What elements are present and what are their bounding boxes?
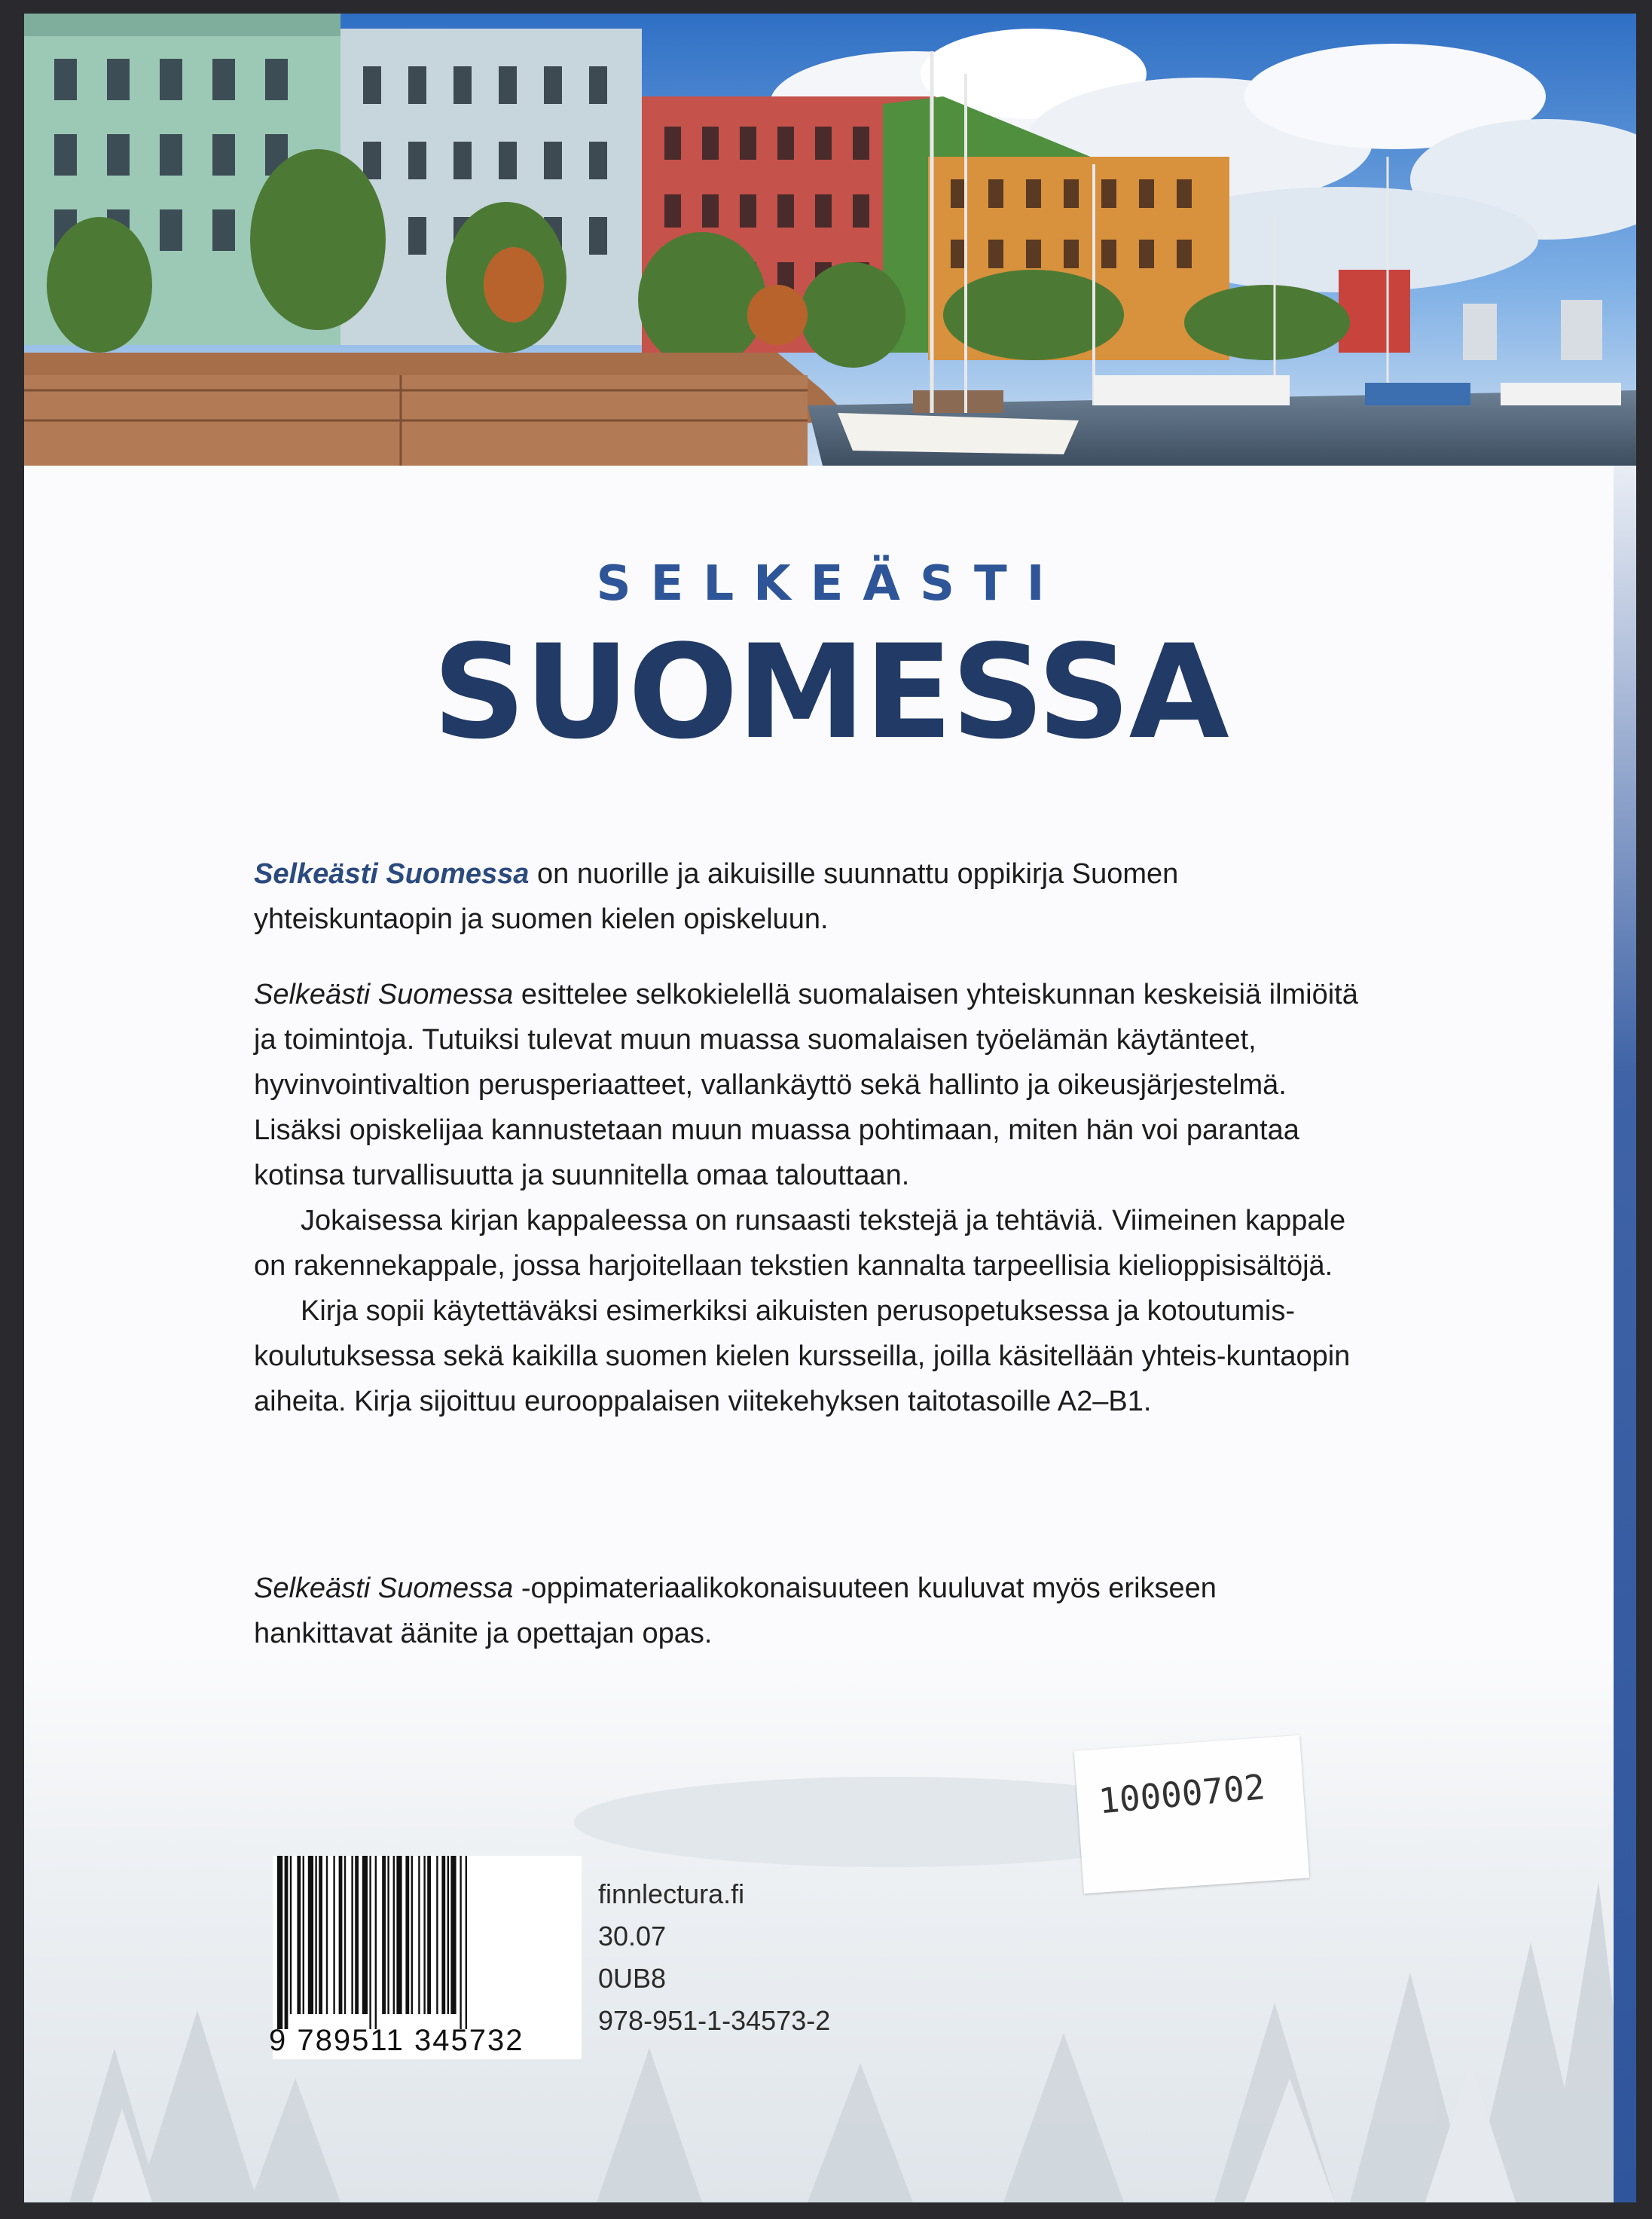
barcode-bar <box>441 1856 445 2014</box>
barcode-bar <box>423 1856 425 2014</box>
barcode-bar <box>303 1856 304 2014</box>
description-paragraph-3: Jokaisessa kirjan kappaleessa on runsaasti tekstejä ja tehtäviä. Viimeinen kappale on rakennekappale, jossa harjoitellaan tekstien kannalta tarpeellisia kielioppisisältöjä. <box>254 1205 1346 1282</box>
snowy-forest-image <box>24 1656 1636 2202</box>
barcode-bar <box>387 1856 389 2014</box>
sticker-number: 10000702 <box>1097 1766 1267 1822</box>
barcode-bar <box>466 1856 467 2029</box>
book-back-cover <box>24 14 1636 2202</box>
barcode-bar <box>290 1856 292 2014</box>
series-label: SELKEÄSTI <box>596 556 1064 612</box>
barcode-bar <box>418 1856 420 2014</box>
library-sticker <box>1074 1735 1310 1893</box>
barcode-bar <box>382 1856 386 2014</box>
barcode-bar <box>460 1856 461 2029</box>
barcode-bar <box>450 1856 456 2014</box>
paragraph-text: on nuorille ja aikuisille suunnattu oppikirja Suomen yhteiskuntaopin ja suomen kielen opiskeluun. <box>254 858 1179 935</box>
barcode-bar <box>333 1856 334 2014</box>
barcode-bar <box>369 1856 371 2029</box>
paragraph-text: esittelee selkokielellä suomalaisen yhteiskunnan keskeisiä ilmiöitä ja toimintoja. Tutuiksi tulevat muun muassa suomalaisen työelämän käytänteet, hyvinvointivaltion perusperiaatteet, vallankäyttö sekä hallinto ja oikeusjärjestelmä. Lisäksi opiskelijaa kannustetaan muun muassa pohtimaan, miten hän voi parantaa kotinsa turvallisuutta ja suunnitella omaa talouttaan. <box>254 979 1358 1191</box>
barcode-bar <box>308 1856 313 2014</box>
paragraph-text: -oppimateriaalikokonaisuuteen kuuluvat myös erikseen hankittavat äänite ja opettajan opas. <box>254 1573 1217 1649</box>
barcode-bar <box>362 1856 368 2014</box>
barcode-bar <box>351 1856 353 2014</box>
barcode-bar <box>393 1856 395 2014</box>
barcode-bar <box>319 1856 322 2014</box>
barcode-bar <box>436 1856 438 2014</box>
barcode-bar <box>277 1856 282 2029</box>
barcode-digits: 9 789511 345732 <box>269 2024 524 2057</box>
barcode-bar <box>396 1856 402 2014</box>
classification-code: 30.07 <box>598 1921 667 1952</box>
description-paragraph-1 <box>254 851 1361 942</box>
barcode-bar <box>447 1856 449 2014</box>
publisher-website: finnlectura.fi <box>598 1878 745 1909</box>
book-name-emphasis: Selkeästi Suomessa <box>254 858 530 890</box>
product-code: 0UB8 <box>598 1963 667 1994</box>
book-title: SUOMESSA <box>432 616 1228 768</box>
barcode-bar <box>339 1856 343 2014</box>
isbn-number: 978-951-1-34573-2 <box>598 2005 831 2036</box>
barcode-bar <box>285 1856 289 2029</box>
barcode-bar <box>375 1856 377 2029</box>
description-paragraph-5 <box>254 1566 1361 1656</box>
barcode-bar <box>315 1856 316 2014</box>
helsinki-harbor-photo <box>24 14 1636 466</box>
barcode-bar <box>326 1856 328 2014</box>
description-paragraph-2 <box>254 972 1361 1424</box>
barcode-bar <box>297 1856 301 2014</box>
barcode-bar <box>355 1856 359 2014</box>
book-name-emphasis: Selkeästi Suomessa <box>254 1573 514 1604</box>
barcode-bar <box>427 1856 431 2014</box>
book-name-emphasis: Selkeästi Suomessa <box>254 979 514 1010</box>
barcode-bar <box>344 1856 346 2014</box>
barcode-bar <box>411 1856 413 2014</box>
description-paragraph-4: Kirja sopii käytettäväksi esimerkiksi aikuisten perusopetuksessa ja kotoutumis-koulutuksessa sekä kaikilla suomen kielen kursseilla, joilla käsitellään yhteis-kuntaopin aiheita. Kirja sijoittuu eurooppalaisen viitekehyksen taitotasoille A2–B1. <box>254 1295 1351 1417</box>
barcode-bar <box>405 1856 409 2014</box>
